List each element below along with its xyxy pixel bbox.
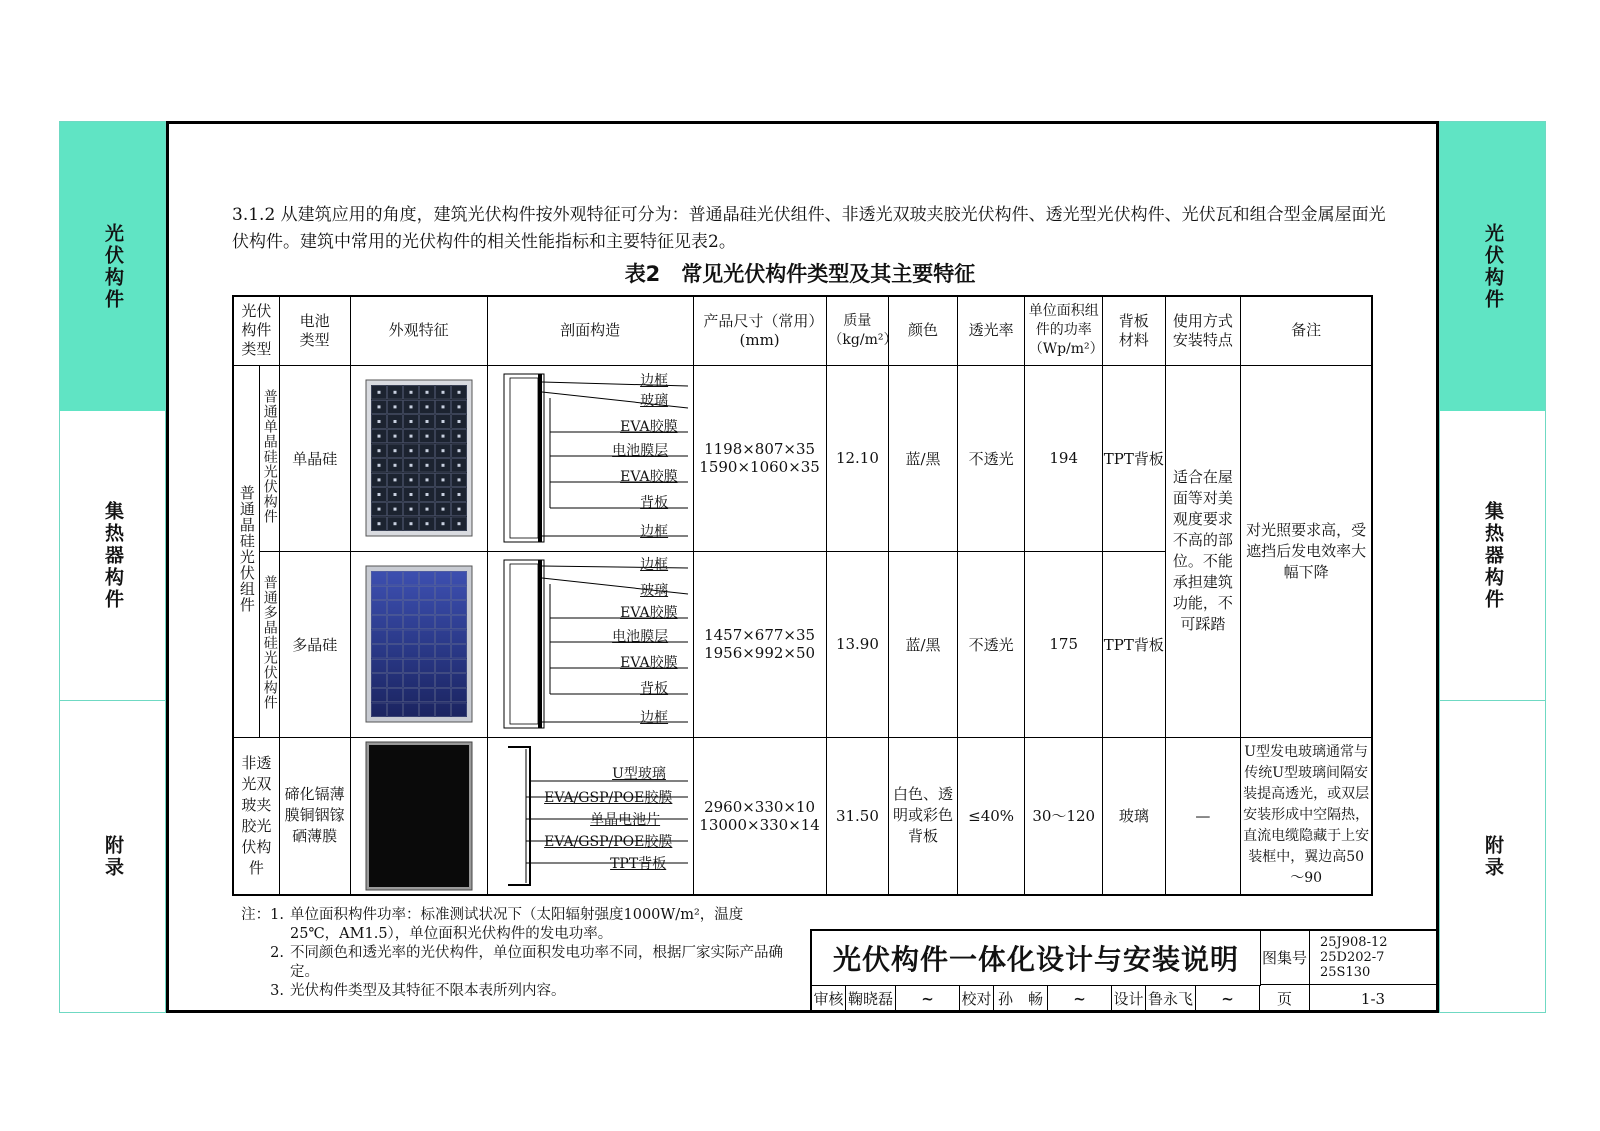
cell-gap bbox=[393, 420, 396, 423]
cell-gap bbox=[425, 522, 428, 525]
cell-gap bbox=[457, 405, 460, 408]
note-item: 3. 光伏构件类型及其特征不限本表所列内容。 bbox=[270, 983, 566, 999]
type-cell: 非透光双玻夹胶光伏构件 bbox=[233, 737, 279, 895]
side-tab-collector[interactable]: 集热器构件 bbox=[102, 500, 124, 611]
cell-gap bbox=[393, 449, 396, 452]
header-mass: 质量（kg/m²） bbox=[826, 296, 889, 365]
cell-gap bbox=[441, 391, 444, 394]
cell-gap bbox=[393, 405, 396, 408]
transmittance-cell: ≤40% bbox=[957, 737, 1025, 895]
section-diagram-poly: 边框 玻璃 EVA胶膜 电池膜层 EVA胶膜 背板 边框 bbox=[490, 554, 690, 734]
cell-gap bbox=[425, 493, 428, 496]
transmittance-cell: 不透光 bbox=[957, 365, 1025, 551]
cell-gap bbox=[441, 478, 444, 481]
color-cell: 白色、透明或彩色背板 bbox=[889, 737, 958, 895]
title-block bbox=[810, 929, 1439, 1013]
pv-types-table bbox=[232, 295, 1373, 896]
cell-gap bbox=[393, 391, 396, 394]
group-type-cell: 普通晶硅光伏组件 bbox=[233, 365, 259, 737]
cell-gap bbox=[393, 508, 396, 511]
mass-cell: 12.10 bbox=[826, 365, 889, 551]
backsheet-cell: 玻璃 bbox=[1103, 737, 1166, 895]
header-color: 颜色 bbox=[889, 296, 958, 365]
drawing-title: 光伏构件一体化设计与安装说明 bbox=[812, 931, 1261, 986]
page-number: 1-3 bbox=[1310, 985, 1437, 1013]
header-backsheet: 背板材料 bbox=[1103, 296, 1166, 365]
cell-gap bbox=[393, 478, 396, 481]
header-remark: 备注 bbox=[1241, 296, 1372, 365]
checker-name: 孙 畅 bbox=[994, 985, 1048, 1013]
mono-panel-image bbox=[365, 379, 473, 537]
side-tab-collector[interactable]: 集热器构件 bbox=[1482, 500, 1504, 611]
cell-type: 多晶硅 bbox=[279, 551, 350, 737]
cell-gap bbox=[377, 478, 380, 481]
cell-gap bbox=[393, 464, 396, 467]
cell-gap bbox=[441, 522, 444, 525]
page-label: 页 bbox=[1260, 985, 1310, 1013]
cell-type: 单晶硅 bbox=[279, 365, 350, 551]
header-section: 剖面构造 bbox=[487, 296, 693, 365]
cell-gap bbox=[425, 391, 428, 394]
cell-gap bbox=[409, 478, 412, 481]
cell-gap bbox=[377, 449, 380, 452]
design-label: 设计 bbox=[1112, 985, 1146, 1013]
section-diagram-mono: 边框 玻璃 EVA胶膜 电池膜层 EVA胶膜 背板 边框 bbox=[490, 368, 690, 548]
color-cell: 蓝/黑 bbox=[889, 365, 958, 551]
size-cell: 1198×807×35 1590×1060×35 bbox=[693, 365, 826, 551]
power-cell: 175 bbox=[1025, 551, 1103, 737]
notes bbox=[232, 906, 792, 1001]
cell-gap bbox=[393, 493, 396, 496]
table-title: 表2 常见光伏构件类型及其主要特征 bbox=[624, 262, 976, 286]
note-item: 2. 不同颜色和透光率的光伏构件，单位面积发电功率不同，根据厂家实际产品确定。 bbox=[270, 945, 783, 980]
backsheet-cell: TPT背板 bbox=[1103, 551, 1166, 737]
reviewer-signature: ~ bbox=[896, 985, 960, 1013]
table-header-row bbox=[233, 296, 1372, 365]
cell-gap bbox=[377, 464, 380, 467]
check-label: 校对 bbox=[960, 985, 994, 1013]
appearance-thin-film bbox=[350, 737, 487, 895]
cell-gap bbox=[377, 391, 380, 394]
size-cell: 2960×330×10 13000×330×14 bbox=[693, 737, 826, 895]
cell-gap bbox=[457, 464, 460, 467]
cell-gap bbox=[409, 493, 412, 496]
size-cell: 1457×677×35 1956×992×50 bbox=[693, 551, 826, 737]
cell-gap bbox=[377, 522, 380, 525]
cell-gap bbox=[457, 435, 460, 438]
side-tab-appendix[interactable]: 附录 bbox=[60, 700, 165, 1013]
header-power: 单位面积组件的功率（Wp/m²） bbox=[1025, 296, 1103, 365]
cell-gap bbox=[425, 508, 428, 511]
color-cell: 蓝/黑 bbox=[889, 551, 958, 737]
table-row bbox=[233, 737, 1372, 895]
section-mono bbox=[487, 365, 693, 551]
cell-gap bbox=[425, 405, 428, 408]
remark-cell: U型发电玻璃通常与传统U型玻璃间隔安装提高透光，或双层安装形成中空隔热，直流电缆隐藏于上安装框中，翼边高50～90 bbox=[1241, 737, 1372, 895]
cell-gap bbox=[377, 435, 380, 438]
section-diagram-thin-film: U型玻璃 EVA/GSP/POE胶膜 单晶电池片 EVA/GSP/POE胶膜 TPT背板 bbox=[490, 741, 690, 891]
header-usage: 使用方式安装特点 bbox=[1165, 296, 1241, 365]
reviewer-name: 鞠晓磊 bbox=[846, 985, 896, 1013]
cell-gap bbox=[409, 420, 412, 423]
usage-cell: 适合在屋面等对美观度要求不高的部位。不能承担建筑功能，不可踩踏 bbox=[1165, 365, 1241, 737]
poly-panel-image bbox=[365, 565, 473, 723]
cell-gap bbox=[377, 420, 380, 423]
intro-paragraph: 3.1.2 从建筑应用的角度，建筑光伏构件按外观特征可分为：普通晶硅光伏组件、非透光双玻夹胶光伏构件、透光型光伏构件、光伏瓦和组合型金属屋面光伏构件。建筑中常用的光伏构件的相关性能指标和主要特征见表2。 bbox=[232, 205, 1386, 252]
cell-gap bbox=[441, 420, 444, 423]
power-cell: 30～120 bbox=[1025, 737, 1103, 895]
designer-name: 鲁永飞 bbox=[1146, 985, 1196, 1013]
cell-gap bbox=[409, 464, 412, 467]
subtype-cell: 普通单晶硅光伏构件 bbox=[259, 365, 279, 551]
side-tab-appendix[interactable]: 附录 bbox=[1440, 700, 1545, 1013]
cell-gap bbox=[393, 435, 396, 438]
side-tab-pv[interactable]: 光伏构件 bbox=[1440, 122, 1545, 411]
cell-gap bbox=[441, 405, 444, 408]
cell-gap bbox=[377, 405, 380, 408]
cell-gap bbox=[457, 508, 460, 511]
atlas-number: 25J908-12 25D202-7 25S130 bbox=[1310, 931, 1437, 985]
atlas-label: 图集号 bbox=[1260, 931, 1310, 985]
header-transmittance: 透光率 bbox=[957, 296, 1025, 365]
side-nav-right bbox=[1439, 121, 1546, 1013]
header-type: 光伏构件类型 bbox=[233, 296, 279, 365]
note-item: 注：1. 单位面积构件功率：标准测试状况下（太阳辐射强度1000W/m²，温度25℃，AM1.5），单位面积光伏构件的发电功率。 bbox=[241, 907, 744, 942]
cell-gap bbox=[409, 435, 412, 438]
checker-signature: ~ bbox=[1048, 985, 1112, 1013]
cell-type: 碲化镉薄膜铜铟镓硒薄膜 bbox=[279, 737, 350, 895]
cell-gap bbox=[425, 435, 428, 438]
review-label: 审核 bbox=[812, 985, 846, 1013]
cell-gap bbox=[393, 522, 396, 525]
remark-cell: 对光照要求高，受遮挡后发电效率大幅下降 bbox=[1241, 365, 1372, 737]
header-size: 产品尺寸（常用）(mm) bbox=[693, 296, 826, 365]
appearance-poly bbox=[350, 551, 487, 737]
cell-gap bbox=[409, 449, 412, 452]
cell-gap bbox=[457, 420, 460, 423]
cell-gap bbox=[377, 493, 380, 496]
backsheet-cell: TPT背板 bbox=[1103, 365, 1166, 551]
cell-gap bbox=[457, 391, 460, 394]
cell-gap bbox=[441, 449, 444, 452]
side-nav-left bbox=[59, 121, 166, 1013]
cell-gap bbox=[457, 449, 460, 452]
cell-gap bbox=[441, 435, 444, 438]
transmittance-cell: 不透光 bbox=[957, 551, 1025, 737]
power-cell: 194 bbox=[1025, 365, 1103, 551]
cell-gap bbox=[377, 508, 380, 511]
cell-gap bbox=[441, 464, 444, 467]
cell-gap bbox=[425, 464, 428, 467]
subtype-cell: 普通多晶硅光伏构件 bbox=[259, 551, 279, 737]
cell-gap bbox=[409, 508, 412, 511]
cell-gap bbox=[409, 522, 412, 525]
thin-film-panel-image bbox=[365, 741, 473, 891]
cell-gap bbox=[409, 391, 412, 394]
appearance-mono bbox=[350, 365, 487, 551]
cell-gap bbox=[425, 420, 428, 423]
usage-cell: — bbox=[1165, 737, 1241, 895]
header-cell: 电池类型 bbox=[279, 296, 350, 365]
cell-gap bbox=[441, 493, 444, 496]
designer-signature: ~ bbox=[1196, 985, 1260, 1013]
header-appearance: 外观特征 bbox=[350, 296, 487, 365]
side-tab-pv[interactable]: 光伏构件 bbox=[60, 122, 165, 411]
cell-gap bbox=[409, 405, 412, 408]
cell-gap bbox=[425, 449, 428, 452]
table-row bbox=[233, 365, 1372, 551]
section-thin-film bbox=[487, 737, 693, 895]
cell-gap bbox=[441, 508, 444, 511]
section-poly bbox=[487, 551, 693, 737]
mass-cell: 31.50 bbox=[826, 737, 889, 895]
cell-gap bbox=[457, 522, 460, 525]
cell-gap bbox=[425, 478, 428, 481]
cell-gap bbox=[457, 478, 460, 481]
cell-gap bbox=[457, 493, 460, 496]
mass-cell: 13.90 bbox=[826, 551, 889, 737]
